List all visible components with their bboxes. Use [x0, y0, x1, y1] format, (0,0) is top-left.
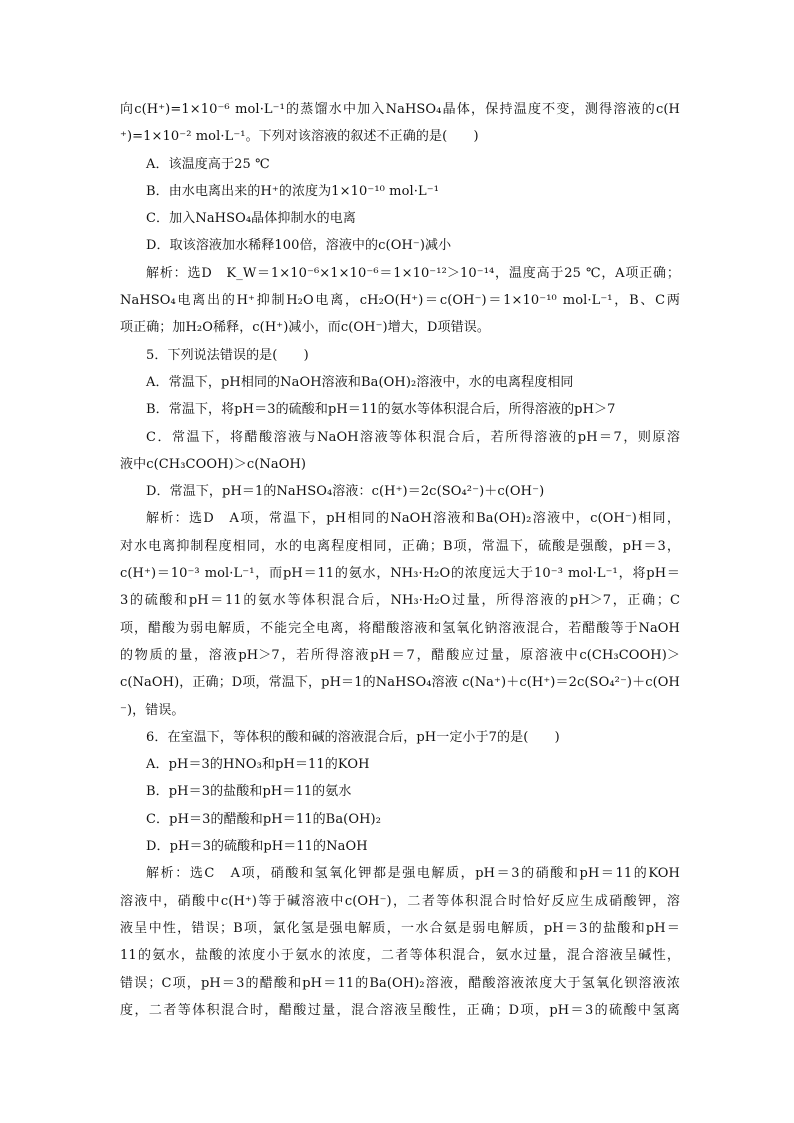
analysis-line: 溶液中，硝酸中c(H⁺)等于碱溶液中c(OH⁻)，二者等体积混合时恰好反应生成硝酸钾，溶 [120, 893, 680, 909]
analysis-line: 11的氨水，盐酸的浓度小于氨水的浓度，二者等体积混合，氨水过量，混合溶液呈碱性， [120, 948, 680, 964]
analysis-line: 的物质的量，溶液pH＞7，若所得溶液pH＝7，醋酸应过量，原溶液中c(CH₃COOH)＞ [120, 647, 680, 663]
option-line: B．pH＝3的盐酸和pH＝11的氨水 [146, 784, 352, 800]
analysis-line: 液呈中性，错误；B项，氯化氢是强电解质，一水合氨是弱电解质，pH＝3的盐酸和pH＝ [120, 920, 680, 936]
analysis-line: 项，醋酸为弱电解质，不能完全电离，将醋酸溶液和氢氧化钠溶液混合，若醋酸等于NaOH [120, 620, 680, 636]
option-line: B．由水电离出来的H⁺的浓度为1×10⁻¹⁰ mol·L⁻¹ [146, 183, 440, 199]
option-line: A．该温度高于25 ℃ [146, 156, 270, 172]
option-line: D．pH＝3的硫酸和pH＝11的NaOH [146, 839, 368, 855]
option-line: C．加入NaHSO₄晶体抑制水的电离 [146, 211, 356, 227]
analysis-line: c(NaOH)，正确；D项，常温下，pH＝1的NaHSO₄溶液 c(Na⁺)＋c(H⁺)＝2c(SO₄²⁻)＋c(OH [120, 675, 680, 691]
analysis-line: NaHSO₄电离出的H⁺抑制H₂O电离，cH₂O(H⁺)＝c(OH⁻)＝1×10⁻¹⁰ mol·L⁻¹，B、C两 [120, 293, 680, 309]
option-line: D．常温下，pH＝1的NaHSO₄溶液：c(H⁺)＝2c(SO₄²⁻)＋c(OH⁻) [146, 484, 545, 500]
analysis-line: 度，二者等体积混合时，醋酸过量，混合溶液呈酸性，正确；D项，pH＝3的硫酸中氢离 [120, 1002, 680, 1018]
analysis-line: 错误；C项，pH＝3的醋酸和pH＝11的Ba(OH)₂溶液，醋酸溶液浓度大于氢氧化钡溶液浓 [120, 975, 680, 991]
document-page [120, 96, 680, 1024]
option-line: 液中c(CH₃COOH)＞c(NaOH) [120, 456, 307, 472]
analysis-line: 解析：选C A项，硝酸和氢氧化钾都是强电解质，pH＝3的硝酸和pH＝11的KOH [146, 866, 680, 882]
analysis-line: 3的硫酸和pH＝11的氨水等体积混合后，NH₃·H₂O过量，所得溶液的pH＞7，正确；C [120, 593, 680, 609]
text-line: 向c(H⁺)=1×10⁻⁶ mol·L⁻¹的蒸馏水中加入NaHSO₄晶体，保持温度不变，测得溶液的c(H [120, 102, 680, 117]
question-title: 5．下列说法错误的是( ) [146, 347, 309, 363]
option-line: D．取该溶液加水稀释100倍，溶液中的c(OH⁻)减小 [146, 238, 452, 254]
analysis-line: 解析：选D K_W＝1×10⁻⁶×1×10⁻⁶＝1×10⁻¹²＞10⁻¹⁴，温度高于25 ℃，A项正确； [146, 265, 680, 281]
analysis-line: c(H⁺)＝10⁻³ mol·L⁻¹，而pH＝11的氨水，NH₃·H₂O的浓度远大于10⁻³ mol·L⁻¹，将pH＝ [120, 566, 680, 582]
question-title: 6．在室温下，等体积的酸和碱的溶液混合后，pH一定小于7的是( ) [146, 729, 560, 745]
analysis-line: 解析：选D A项，常温下，pH相同的NaOH溶液和Ba(OH)₂溶液中，c(OH⁻)相同， [146, 511, 680, 527]
analysis-line: 对水电离抑制程度相同，水的电离程度相同，正确；B项，常温下，硫酸是强酸，pH＝3， [120, 538, 680, 554]
text-line: ⁺)=1×10⁻² mol·L⁻¹。下列对该溶液的叙述不正确的是( ) [120, 129, 479, 145]
analysis-line: 项正确；加H₂O稀释，c(H⁺)减小，而c(OH⁻)增大，D项错误。 [120, 320, 490, 336]
option-line: C．常温下，将醋酸溶液与NaOH溶液等体积混合后，若所得溶液的pH＝7，则原溶 [146, 429, 680, 445]
analysis-line: ⁻)，错误。 [120, 702, 185, 718]
option-line: C．pH＝3的醋酸和pH＝11的Ba(OH)₂ [146, 811, 382, 827]
option-line: A．pH＝3的HNO₃和pH＝11的KOH [146, 757, 370, 773]
option-line: B．常温下，将pH＝3的硫酸和pH＝11的氨水等体积混合后，所得溶液的pH＞7 [146, 402, 616, 418]
option-line: A．常温下，pH相同的NaOH溶液和Ba(OH)₂溶液中，水的电离程度相同 [146, 374, 574, 390]
